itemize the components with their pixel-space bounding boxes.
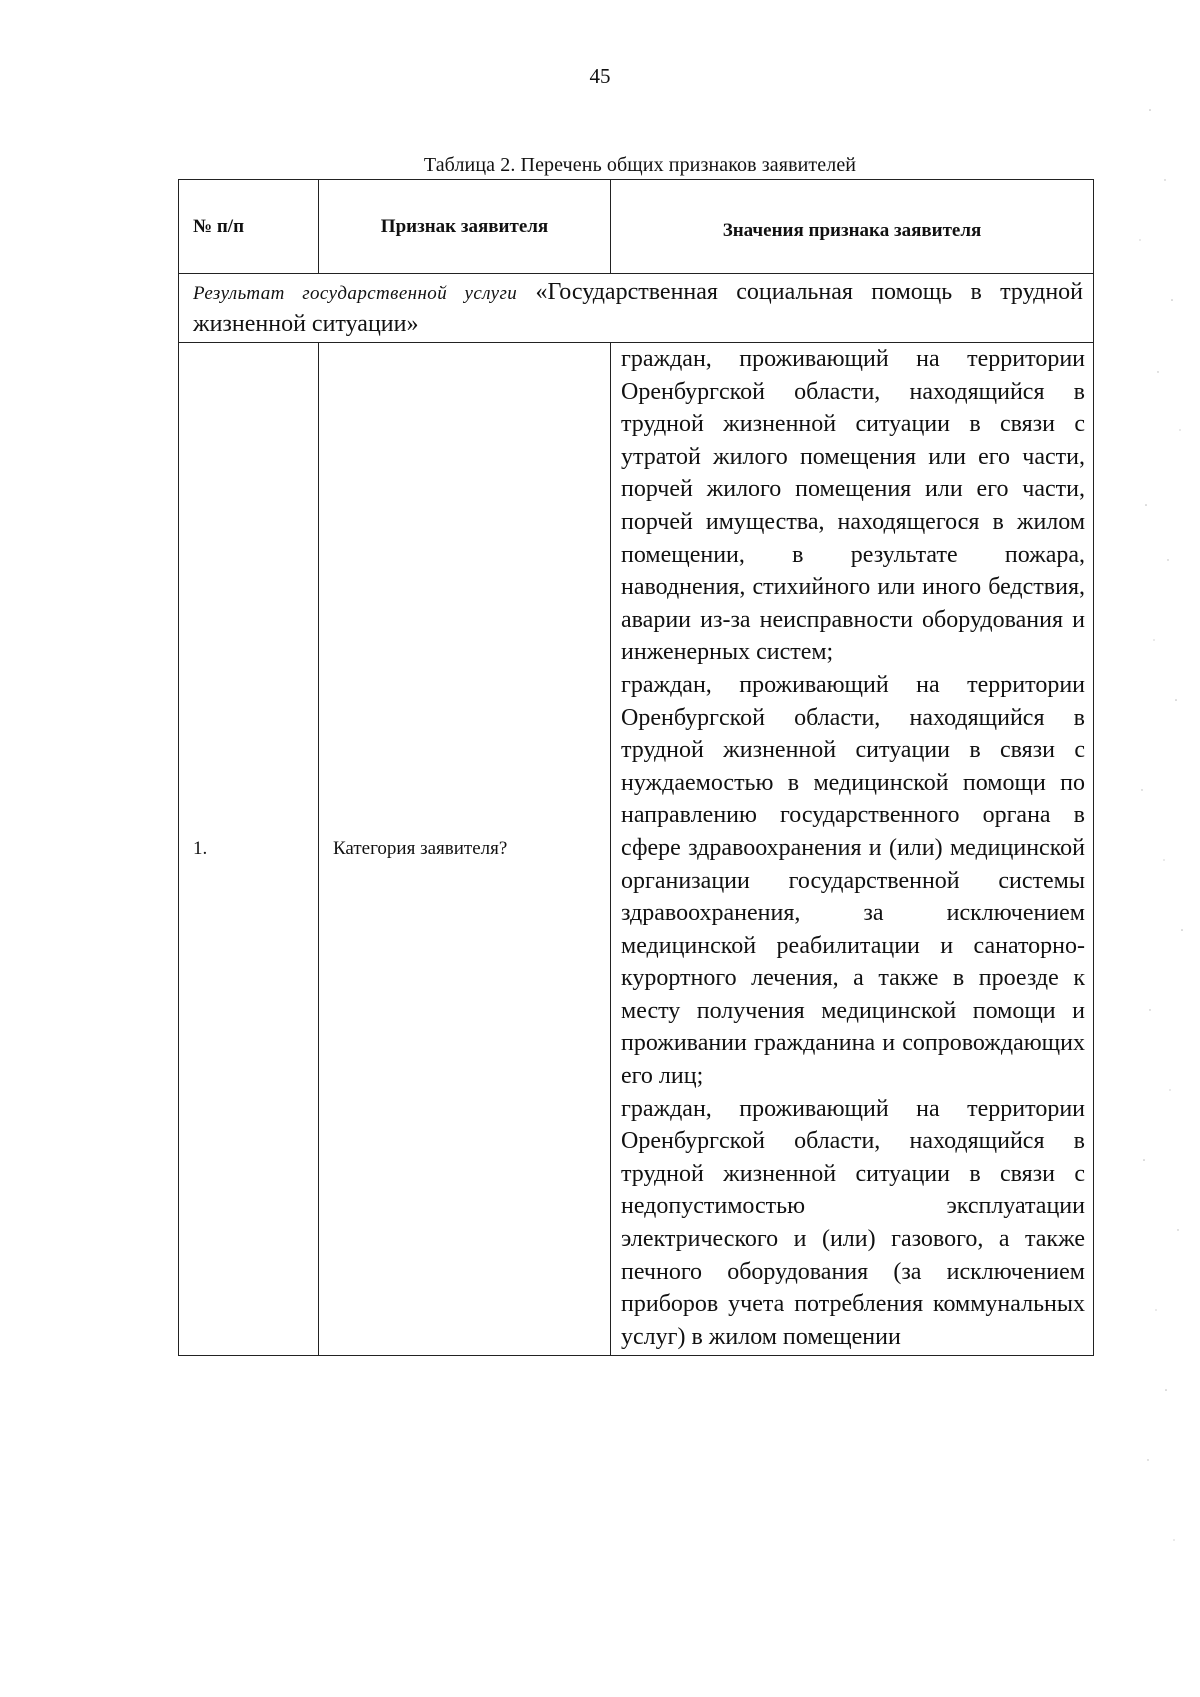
value-item: граждан, проживающий на территории Оренбургской области, находящийся в трудной жизненной ситуации в связи с недопустимостью эксплуатации электрического и (или) газового, а также печного оборудования (за исключением приборов учета потребления коммунальных услуг) в жилом помещении <box>621 1095 1085 1350</box>
scan-noise <box>1110 0 1200 1697</box>
result-row <box>179 274 1094 343</box>
row-attribute: Категория заявителя? <box>319 343 611 1356</box>
value-item: граждан, проживающий на территории Оренбургской области, находящийся в трудной жизненной ситуации в связи с нуждаемостью в медицинской помощи по направлению государственного органа в сфере здравоохранения и (или) медицинской организации государственной системы здравоохранения, за исключением медицинской реабилитации и санаторно-курортного лечения, а также в проезде к месту получения медицинской помощи и проживании гражданина и сопровождающих его лиц; <box>621 671 1085 1090</box>
table-header-row <box>179 180 1094 274</box>
applicant-attributes-table <box>178 179 1094 1356</box>
result-label: Результат государственной услуги <box>193 283 518 304</box>
header-attribute: Признак заявителя <box>319 180 611 274</box>
page-number: 45 <box>589 64 611 88</box>
value-item: граждан, проживающий на территории Оренбургской области, находящийся в трудной жизненной ситуации в связи с утратой жилого помещения или его части, порчей жилого помещения или его части, порчей имущества, находящегося в жилом помещении, в результате пожара, наводнения, стихийного или иного бедствия, аварии из-за неисправности оборудования и инженерных систем; <box>621 346 1085 666</box>
row-number: 1. <box>179 343 319 1356</box>
table-row <box>179 343 1094 1356</box>
result-cell <box>179 274 1094 343</box>
row-values <box>611 343 1094 1356</box>
result-text: «Государственная социальная помощь в трудной жизненной ситуации» <box>193 279 1084 337</box>
table-caption: Таблица 2. Перечень общих признаков заявителей <box>423 154 857 176</box>
header-number: № п/п <box>179 180 319 274</box>
header-values: Значения признака заявителя <box>611 180 1094 274</box>
